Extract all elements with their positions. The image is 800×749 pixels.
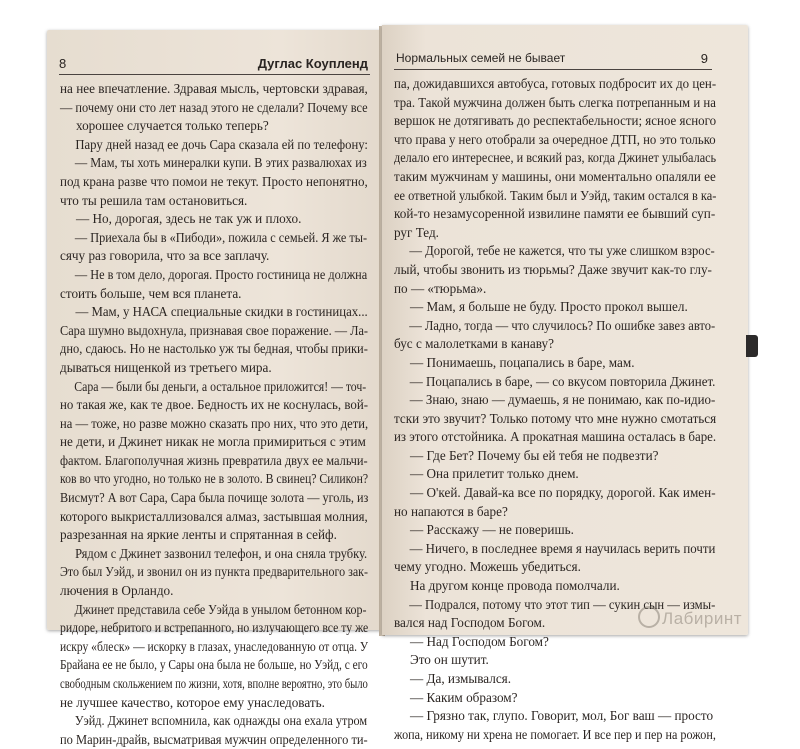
text-line: бус с малолетками в канаву?	[394, 336, 555, 352]
text-line: Висмут? А вот Сара, Сара была почище золота — уголь, из	[60, 490, 369, 506]
text-line: что ты решила там остановиться.	[60, 192, 248, 208]
watermark	[638, 606, 742, 629]
text-line: ее ответной улыбкой. Таким был и Уэйд, таким остался в ка-	[394, 187, 717, 203]
text-line: сячу раз говорила, что за все заплачу.	[60, 248, 270, 264]
text-line: — Мам, я больше не буду. Просто прокол вышел.	[410, 299, 688, 315]
watermark-text: Лабиринт	[662, 609, 742, 628]
text-line: — Ладно, тогда — что случилось? По ошибке завез авто-	[409, 317, 716, 333]
text-line: — О'кей. Давай-ка все по порядку, дорогой. Как имен-	[410, 485, 716, 501]
running-title: Нормальных семей не бывает	[396, 51, 566, 65]
text-line: тра. Такой мужчина должен быть слегка потрепанным и на	[394, 94, 716, 110]
text-line: — Подрался, потому что этот тип — сукин сын — измы-	[409, 596, 716, 612]
text-line: — Да, измывался.	[410, 671, 512, 686]
text-line: на нее впечатление. Здравая мысль, чертовски здравая,	[60, 81, 368, 96]
text-line: хорошее случается только теперь?	[76, 118, 269, 134]
text-line: таким мужчинам у машины, они моментально опаляли ее	[394, 168, 716, 184]
text-line: па, дожидавшихся автобуса, готовых подбросит их до цен-	[394, 76, 717, 91]
text-line: — почему они сто лет назад этого не сделали? Почему все	[60, 99, 368, 115]
text-line: Это был Уэйд, и звонил он из пункта предварительного зак-	[60, 564, 369, 580]
text-line: — Дорогой, тебе не кажется, что ты уже слишком взрос-	[409, 243, 715, 259]
text-line: ков во что угодно, но только не в золото. В свинец? Силикон?	[60, 471, 369, 487]
text-line: дываться нищенкой из третьего мира.	[60, 359, 272, 375]
page-text	[394, 75, 744, 744]
text-line: искру «блеск» — искорку в глазах, унаследованную от отца. У	[60, 638, 369, 654]
header-rule	[59, 74, 370, 75]
text-line: Сара шумно выдохнула, признавая свое поражение. — Ла-	[60, 322, 369, 338]
text-line: Брайана ее не было, у Сары она была не больше, но Уэйд, с его	[60, 657, 368, 673]
text-line: свободным скольжением по жизни, хотя, вполне вероятно, это было	[60, 676, 368, 691]
text-line: жопа, никому ни хрена не помогает. И все пер и пер на рожон,	[394, 726, 716, 742]
text-line: по Марин-драйв, высматривая мужчин определенного ти-	[60, 731, 368, 747]
text-line: дно, сдаюсь. Но не настолько уж ты бедная, чтобы прики-	[60, 341, 368, 357]
text-line: Это он шутит.	[410, 652, 489, 668]
text-line: — Мам, ты хоть минералки купи. В этих развалюхах из	[74, 155, 367, 171]
text-line: — Мам, у НАСА специальные скидки в гостиницах...	[75, 304, 368, 320]
text-line: которого выкристаллизовался алмаз, застывшая молния,	[60, 508, 368, 524]
text-line: Джинет представила себе Уэйда в унылом бетонном кор-	[74, 601, 367, 617]
text-line: — Где Бет? Почему бы ей тебя не подвезти?	[410, 447, 659, 463]
page-number: 9	[700, 51, 708, 66]
text-line: под крана разве что помои не текут. Просто непонятно,	[60, 173, 368, 189]
text-line: разрезанная на яркие ленты и спрятанная в сейф.	[60, 527, 337, 543]
right-page	[382, 25, 748, 742]
text-line: — Ничего, в последнее время я научилась верить почти	[409, 540, 716, 556]
text-line: на — тоже, но разве можно сказать про них, что это дети,	[60, 415, 369, 431]
text-line: кой-то незамусоренной извилине памяти ее бывший суп-	[394, 206, 716, 222]
text-line: ридоре, небритого и встрепанного, но излучающего все ту же	[60, 620, 369, 636]
text-line: из этого отстойника. А прокатная машина осталась в баре.	[394, 429, 717, 445]
text-line: Сара — были бы деньги, а остальное приложится! — точ-	[74, 378, 367, 394]
text-line: не дети, и Джинет никак не могла примириться с этим	[60, 434, 366, 450]
labirint-logo-icon	[638, 606, 660, 628]
bookmark-tab	[746, 335, 758, 357]
text-line: Рядом с Джинет зазвонил телефон, и она сняла трубку.	[75, 545, 368, 561]
text-line: — Каким образом?	[410, 689, 518, 705]
text-line: вался над Господом Богом.	[394, 615, 546, 631]
text-line: стоить больше, чем вся планета.	[60, 285, 242, 301]
text-line: не лучшее качество, которое ему унаследовать.	[60, 694, 325, 710]
text-line: по — «тюрьма».	[394, 280, 487, 296]
text-line: — Приехала бы в «Пибоди», пожила с семьей. Я же ты-	[74, 229, 368, 245]
text-line: делало его интереснее, и всякий раз, когда Джинет улыбалась	[394, 150, 717, 166]
text-line: — Грязно так, глупо. Говорит, мол, Бог ваш — просто	[410, 708, 714, 724]
text-line: но напаются в баре?	[394, 503, 508, 519]
text-line: — Над Господом Богом?	[410, 633, 549, 649]
text-line: Уэйд. Джинет вспомнила, как однажды она ехала утром	[74, 713, 368, 729]
text-line: но такая же, как те двое. Бедность их не коснулась, вой-	[60, 397, 369, 413]
page-number: 8	[59, 56, 67, 71]
text-line: — Расскажу — не поверишь.	[410, 522, 574, 538]
text-line: На другом конце провода помолчали.	[410, 578, 620, 594]
text-line: — Знаю, знаю — думаешь, я не понимаю, как по-идио-	[409, 392, 716, 408]
text-line: Пару дней назад ее дочь Сара сказала ей по телефону:	[75, 136, 368, 152]
text-line: фактом. Благополучная жизнь превратила двух ее мальчи-	[60, 452, 368, 468]
text-line: чему угодно. Можешь убедиться.	[394, 559, 581, 575]
text-line: — Не в том дело, дорогая. Просто гостиница не должна	[74, 266, 368, 282]
text-line: руг Тед.	[394, 224, 439, 240]
text-line: — Понимаешь, поцапались в баре, мам.	[410, 354, 635, 370]
text-line: — Поцапались в баре, — со вкусом повторила Джинет.	[409, 373, 716, 389]
text-line: лючения в Орландо.	[60, 583, 174, 599]
text-line: тски это звучит? Только потому что мне нужно смотаться	[394, 410, 717, 426]
text-line: вершок не дотягивать до респектабельности; ясное ясного	[394, 113, 717, 129]
text-line: — Она прилетит только днем.	[410, 466, 579, 482]
text-line: что права у него отобрали за очередное ДТП, но это только	[394, 131, 716, 147]
left-page	[47, 30, 382, 747]
header-rule	[394, 69, 712, 70]
text-line: лый, чтобы звонить из тюрьмы? Даже звучит как-то глу-	[394, 261, 712, 277]
text-line: — Но, дорогая, здесь не так уж и плохо.	[76, 211, 302, 227]
running-title: Дуглас Коупленд	[257, 56, 368, 71]
